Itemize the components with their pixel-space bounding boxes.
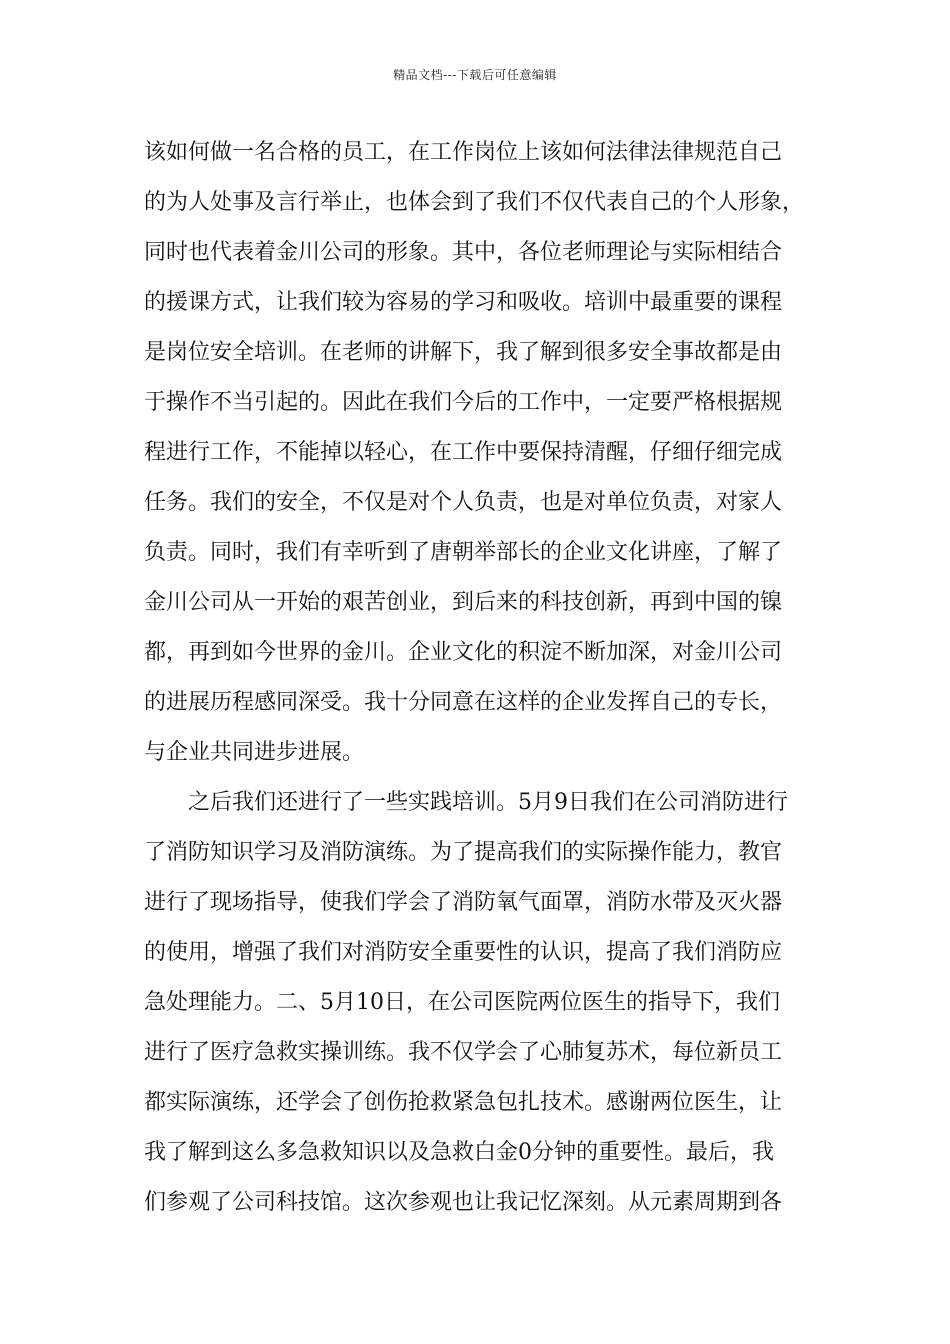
text-line: 是岗位安全培训。在老师的讲解下，我了解到很多安全事故都是由 bbox=[144, 340, 783, 365]
text-line: 同时也代表着金川公司的形象。其中，各位老师理论与实际相结合 bbox=[144, 240, 783, 265]
text-line: 金川公司从一开始的艰苦创业，到后来的科技创新，再到中国的镍 bbox=[144, 590, 783, 615]
text-line: 该如何做一名合格的员工，在工作岗位上该如何法律法律规范自己 bbox=[144, 140, 783, 165]
text-line: 们参观了公司科技馆。这次参观也让我记忆深刻。从元素周期到各 bbox=[144, 1190, 783, 1215]
text-line: 程进行工作，不能掉以轻心，在工作中要保持清醒，仔细仔细完成 bbox=[144, 440, 783, 465]
text-line: 了消防知识学习及消防演练。为了提高我们的实际操作能力，教官 bbox=[144, 840, 783, 865]
paragraph-first-line: 之后我们还进行了一些实践培训。5月9日我们在公司消防进行 bbox=[188, 790, 788, 815]
document-body bbox=[144, 128, 814, 1228]
text-line: 任务。我们的安全，不仅是对个人负责，也是对单位负责，对家人 bbox=[144, 490, 783, 515]
text-line: 进行了医疗急救实操训练。我不仅学会了心肺复苏术，每位新员工 bbox=[144, 1040, 783, 1065]
text-line: 都实际演练，还学会了创伤抢救紧急包扎技术。感谢两位医生，让 bbox=[144, 1090, 783, 1115]
text-line: 负责。同时，我们有幸听到了唐朝举部长的企业文化讲座，了解了 bbox=[144, 540, 783, 565]
text-line: 进行了现场指导，使我们学会了消防氧气面罩，消防水带及灭火器 bbox=[144, 890, 783, 915]
text-line: 的进展历程感同深受。我十分同意在这样的企业发挥自己的专长， bbox=[144, 690, 783, 715]
page-header: 精品文档---下载后可任意编辑 bbox=[393, 68, 557, 82]
text-line: 急处理能力。二、5月10日，在公司医院两位医生的指导下，我们 bbox=[144, 990, 780, 1015]
text-line: 的使用，增强了我们对消防安全重要性的认识，提高了我们消防应 bbox=[144, 940, 783, 965]
text-line: 于操作不当引起的。因此在我们今后的工作中，一定要严格根据规 bbox=[144, 390, 783, 415]
text-line: 我了解到这么多急救知识以及急救白金0分钟的重要性。最后，我 bbox=[144, 1140, 774, 1165]
text-line: 与企业共同进步进展。 bbox=[144, 740, 365, 765]
text-line: 的援课方式，让我们较为容易的学习和吸收。培训中最重要的课程 bbox=[144, 290, 783, 315]
text-line: 的为人处事及言行举止，也体会到了我们不仅代表自己的个人形象， bbox=[144, 190, 805, 215]
text-line: 都，再到如今世界的金川。企业文化的积淀不断加深，对金川公司 bbox=[144, 640, 783, 665]
